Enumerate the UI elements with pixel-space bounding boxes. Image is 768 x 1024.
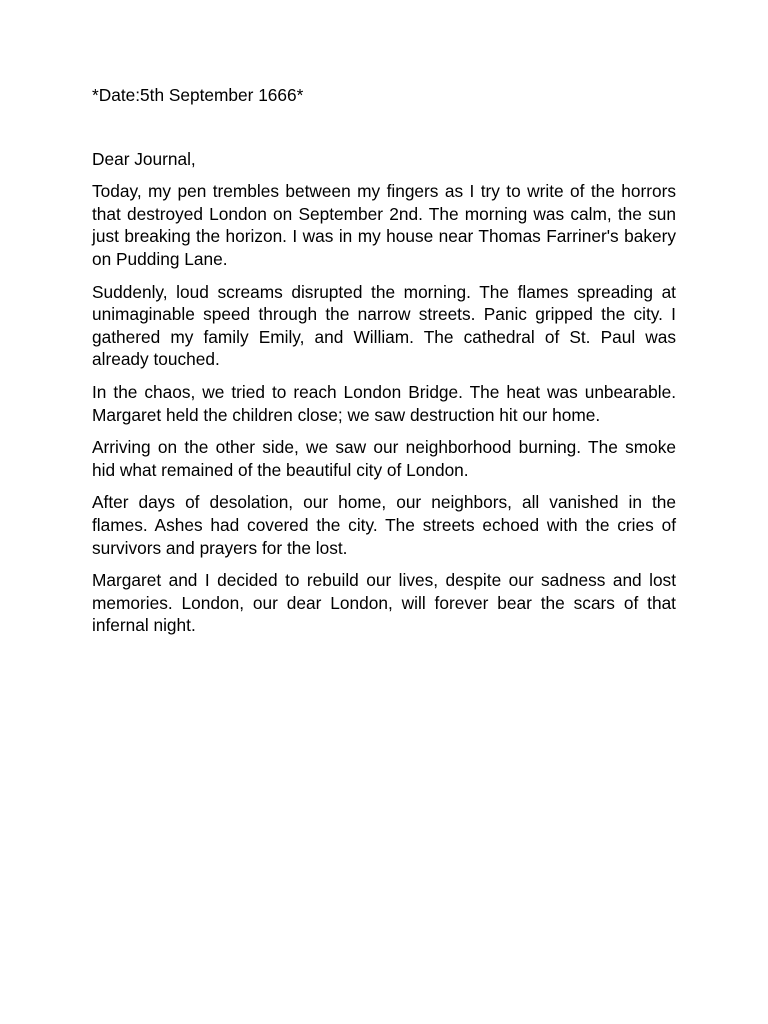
paragraph-5: After days of desolation, our home, our neighbors, all vanished in the flames. Ashes had covered the city. The streets echoed with the cries of survivors and prayers for the lost. xyxy=(92,492,676,558)
paragraph-2: Suddenly, loud screams disrupted the morning. The flames spreading at unimaginable speed through the narrow streets. Panic gripped the city. I gathered my family Emily, and William. The cathedral of St. Paul was already touched. xyxy=(92,281,676,370)
journal-page xyxy=(92,84,676,647)
paragraph-3: In the chaos, we tried to reach London Bridge. The heat was unbearable. Margaret held the children close; we saw destruction hit our home. xyxy=(92,381,676,425)
salutation: Dear Journal, xyxy=(92,148,196,169)
paragraph-4: Arriving on the other side, we saw our neighborhood burning. The smoke hid what remained of the beautiful city of London. xyxy=(92,437,676,480)
paragraph-1: Today, my pen trembles between my fingers as I try to write of the horrors that destroyed London on September 2nd. The morning was calm, the sun just breaking the horizon. I was in my house near Thomas Farriner's bakery on Pudding Lane. xyxy=(92,181,676,269)
paragraph-6: Margaret and I decided to rebuild our lives, despite our sadness and lost memories. London, our dear London, will forever bear the scars of that infernal night. xyxy=(92,570,676,636)
date-line: *Date:5th September 1666* xyxy=(92,85,304,105)
